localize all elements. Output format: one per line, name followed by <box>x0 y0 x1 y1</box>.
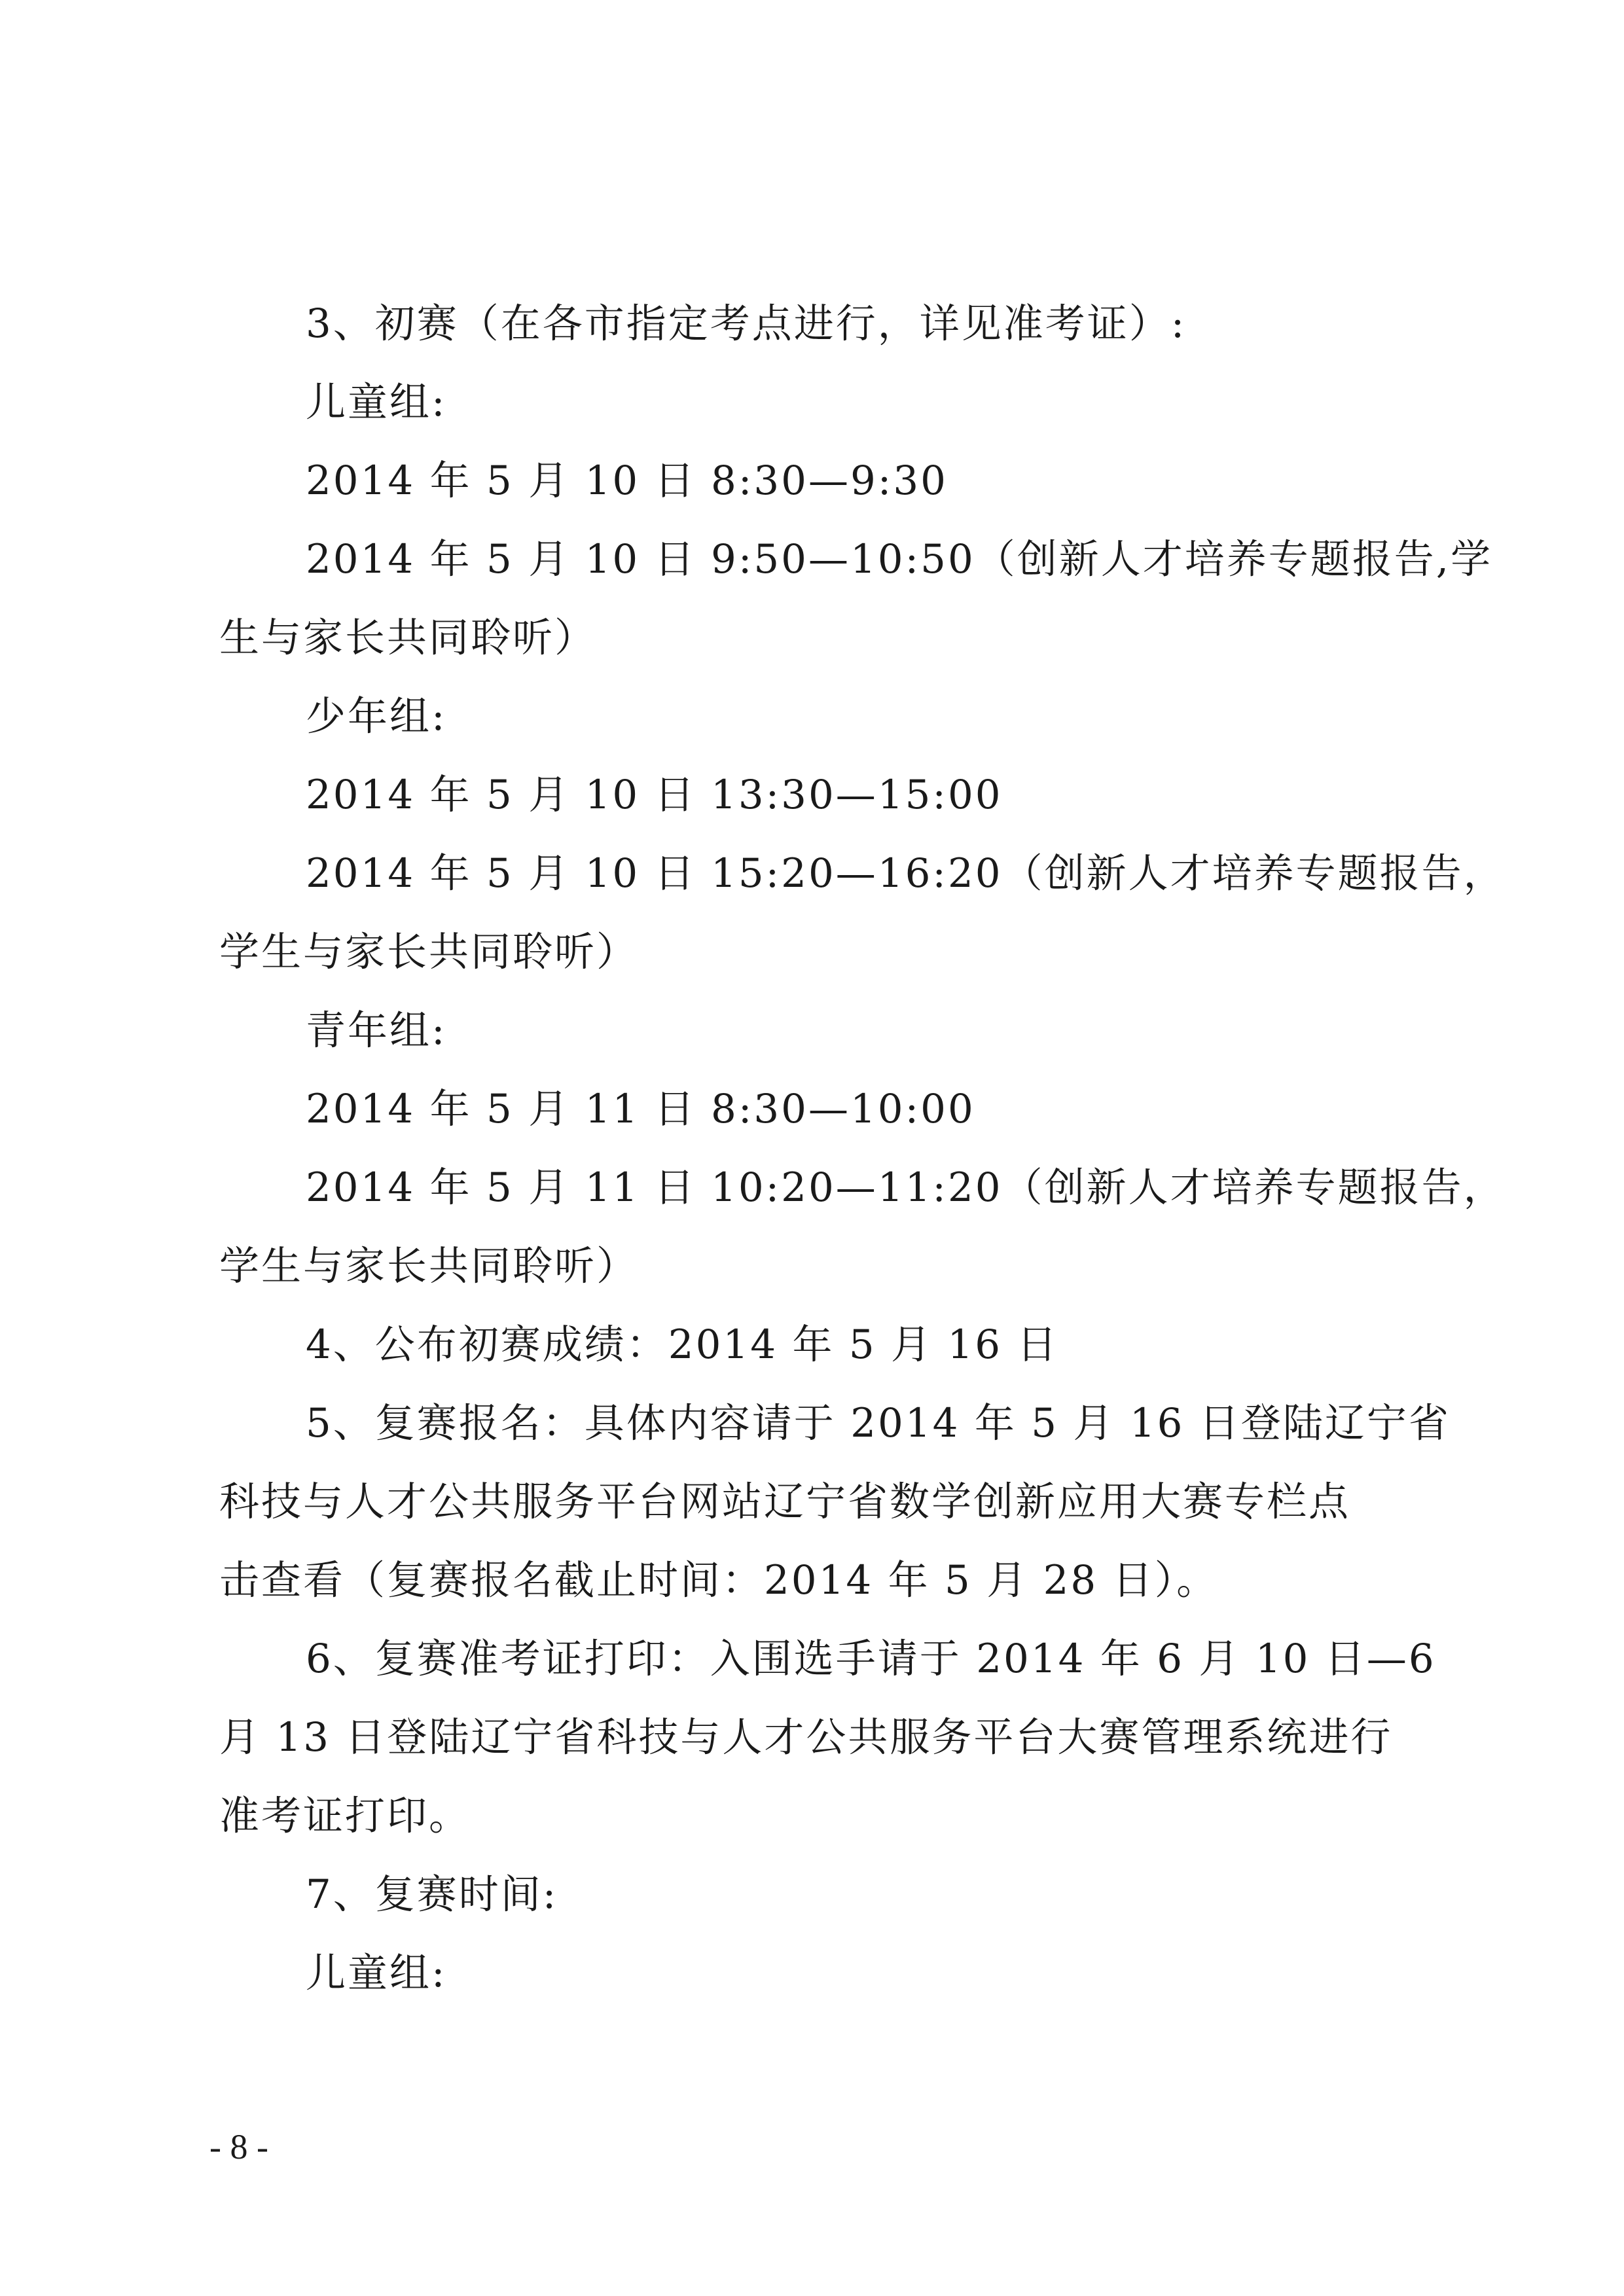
group-label-children: 儿童组: <box>306 1950 447 1996</box>
section-4-results: 4、公布初赛成绩：2014 年 5 月 16 日 <box>306 1321 1059 1368</box>
schedule-line-continuation: 生与家长共同聆听） <box>219 615 597 661</box>
group-label-junior: 少年组: <box>306 693 447 740</box>
section-6-continuation: 准考证打印。 <box>219 1793 471 1839</box>
section-7-heading: 7、复赛时间: <box>306 1871 558 1918</box>
schedule-line-continuation: 学生与家长共同聆听） <box>219 929 639 975</box>
schedule-line: 2014 年 5 月 10 日 9:50—10:50（创新人才培养专题报告,学 <box>306 536 1493 583</box>
schedule-line: 2014 年 5 月 10 日 15:20—16:20（创新人才培养专题报告， <box>306 850 1506 897</box>
schedule-line-continuation: 学生与家长共同聆听） <box>219 1243 639 1289</box>
page-number: - 8 - <box>209 2127 268 2166</box>
schedule-line: 2014 年 5 月 11 日 8:30—10:00 <box>306 1086 975 1132</box>
section-5-continuation: 科技与人才公共服务平台网站辽宁省数学创新应用大赛专栏点 <box>219 1479 1351 1525</box>
group-label-children: 儿童组: <box>306 379 447 425</box>
section-5-continuation: 击查看（复赛报名截止时间：2014 年 5 月 28 日）。 <box>219 1557 1219 1604</box>
section-6-continuation: 月 13 日登陆辽宁省科技与人才公共服务平台大赛管理系统进行 <box>219 1714 1393 1761</box>
schedule-line: 2014 年 5 月 10 日 13:30—15:00 <box>306 772 1003 818</box>
schedule-line: 2014 年 5 月 10 日 8:30—9:30 <box>306 457 948 504</box>
schedule-line: 2014 年 5 月 11 日 10:20—11:20（创新人才培养专题报告， <box>306 1164 1506 1211</box>
group-label-youth: 青年组: <box>306 1007 447 1054</box>
section-6-admission-ticket: 6、复赛准考证打印：入围选手请于 2014 年 6 月 10 日—6 <box>306 1636 1436 1682</box>
section-3-heading: 3、初赛（在各市指定考点进行，详见准考证）: <box>306 300 1187 347</box>
section-5-registration: 5、复赛报名：具体内容请于 2014 年 5 月 16 日登陆辽宁省 <box>306 1400 1451 1446</box>
